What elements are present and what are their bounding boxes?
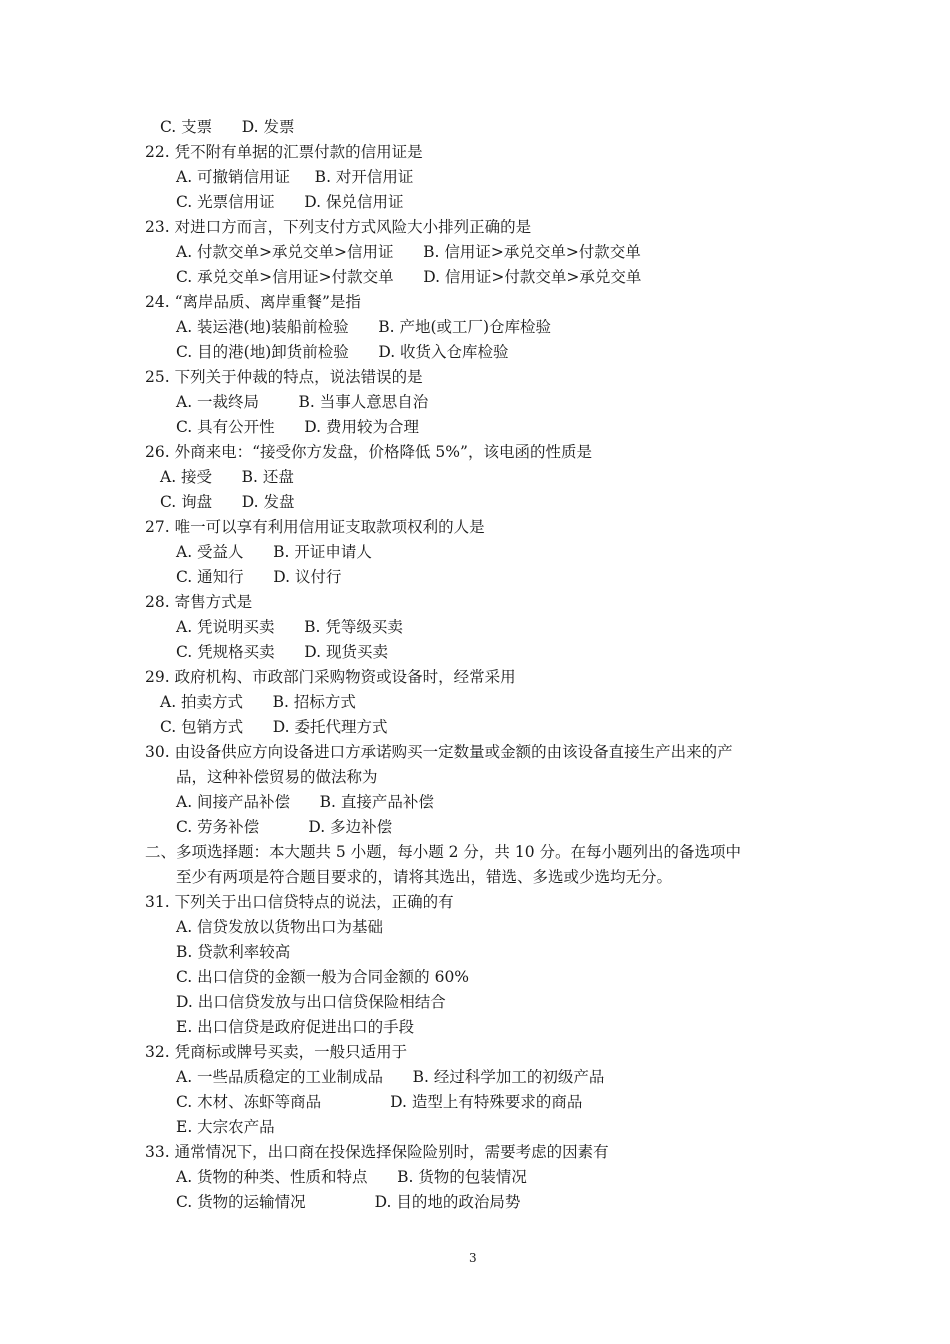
option-line: C. 包销方式 D. 委托代理方式 [160, 718, 388, 736]
option-line: A. 一裁终局 B. 当事人意思自治 [176, 393, 429, 411]
question-line: 27. 唯一可以享有利用信用证支取款项权利的人是 [145, 518, 485, 536]
option-line: A. 付款交单>承兑交单>信用证 B. 信用证>承兑交单>付款交单 [176, 243, 641, 261]
option-line: C. 光票信用证 D. 保兑信用证 [176, 193, 404, 211]
option-line: C. 凭规格买卖 D. 现货买卖 [176, 643, 388, 661]
option-line: C. 出口信贷的金额一般为合同金额的 60% [176, 968, 470, 986]
section-heading-cont: 至少有两项是符合题目要求的，请将其选出，错选、多选或少选均无分。 [176, 868, 673, 886]
option-line: C. 询盘 D. 发盘 [160, 493, 295, 511]
option-line: A. 装运港(地)装船前检验 B. 产地(或工厂)仓库检验 [176, 318, 552, 336]
option-line: C. 木材、冻虾等商品 D. 造型上有特殊要求的商品 [176, 1093, 583, 1111]
question-line: 29. 政府机构、市政部门采购物资或设备时，经常采用 [145, 668, 516, 686]
question-line: 32. 凭商标或牌号买卖，一般只适用于 [145, 1043, 408, 1061]
question-line: 31. 下列关于出口信贷特点的说法，正确的有 [145, 893, 454, 911]
option-line: C. 承兑交单>信用证>付款交单 D. 信用证>付款交单>承兑交单 [176, 268, 642, 286]
option-line: A. 一些品质稳定的工业制成品 B. 经过科学加工的初级产品 [176, 1068, 605, 1086]
option-line: D. 出口信贷发放与出口信贷保险相结合 [176, 993, 446, 1011]
option-line: C. 通知行 D. 议付行 [176, 568, 342, 586]
option-line: C. 劳务补偿 D. 多边补偿 [176, 818, 393, 836]
option-line: B. 贷款利率较高 [176, 943, 291, 961]
option-line: A. 可撤销信用证 B. 对开信用证 [176, 168, 414, 186]
option-line: E. 大宗农产品 [176, 1118, 275, 1136]
question-line: 25. 下列关于仲裁的特点，说法错误的是 [145, 368, 423, 386]
question-line: 28. 寄售方式是 [145, 593, 253, 611]
question-line: 23. 对进口方而言，下列支付方式风险大小排列正确的是 [145, 218, 532, 236]
option-line: A. 间接产品补偿 B. 直接产品补偿 [176, 793, 434, 811]
section-heading: 二、多项选择题：本大题共 5 小题，每小题 2 分，共 10 分。在每小题列出的备选项中 [145, 843, 742, 861]
question-line: 24. “离岸品质、离岸重餐”是指 [145, 293, 361, 311]
option-line: A. 凭说明买卖 B. 凭等级买卖 [176, 618, 403, 636]
option-line: A. 信贷发放以货物出口为基础 [176, 918, 384, 936]
option-line: A. 拍卖方式 B. 招标方式 [160, 693, 356, 711]
option-line: C. 具有公开性 D. 费用较为合理 [176, 418, 419, 436]
question-line-cont: 品，这种补偿贸易的做法称为 [176, 768, 378, 786]
option-line: A. 货物的种类、性质和特点 B. 货物的包装情况 [176, 1168, 527, 1186]
option-line: C. 目的港(地)卸货前检验 D. 收货入仓库检验 [176, 343, 509, 361]
option-line: E. 出口信贷是政府促进出口的手段 [176, 1018, 415, 1036]
question-line: 33. 通常情况下，出口商在投保选择保险险别时，需要考虑的因素有 [145, 1143, 609, 1161]
page-number: 3 [469, 1251, 477, 1265]
option-line: C. 支票 D. 发票 [160, 118, 295, 136]
option-line: A. 接受 B. 还盘 [160, 468, 294, 486]
question-line: 30. 由设备供应方向设备进口方承诺购买一定数量或金额的由该设备直接生产出来的产 [145, 743, 733, 761]
question-line: 26. 外商来电：“接受你方发盘，价格降低 5%”，该电函的性质是 [145, 443, 592, 461]
option-line: C. 货物的运输情况 D. 目的地的政治局势 [176, 1193, 521, 1211]
option-line: A. 受益人 B. 开证申请人 [176, 543, 372, 561]
question-line: 22. 凭不附有单据的汇票付款的信用证是 [145, 143, 423, 161]
